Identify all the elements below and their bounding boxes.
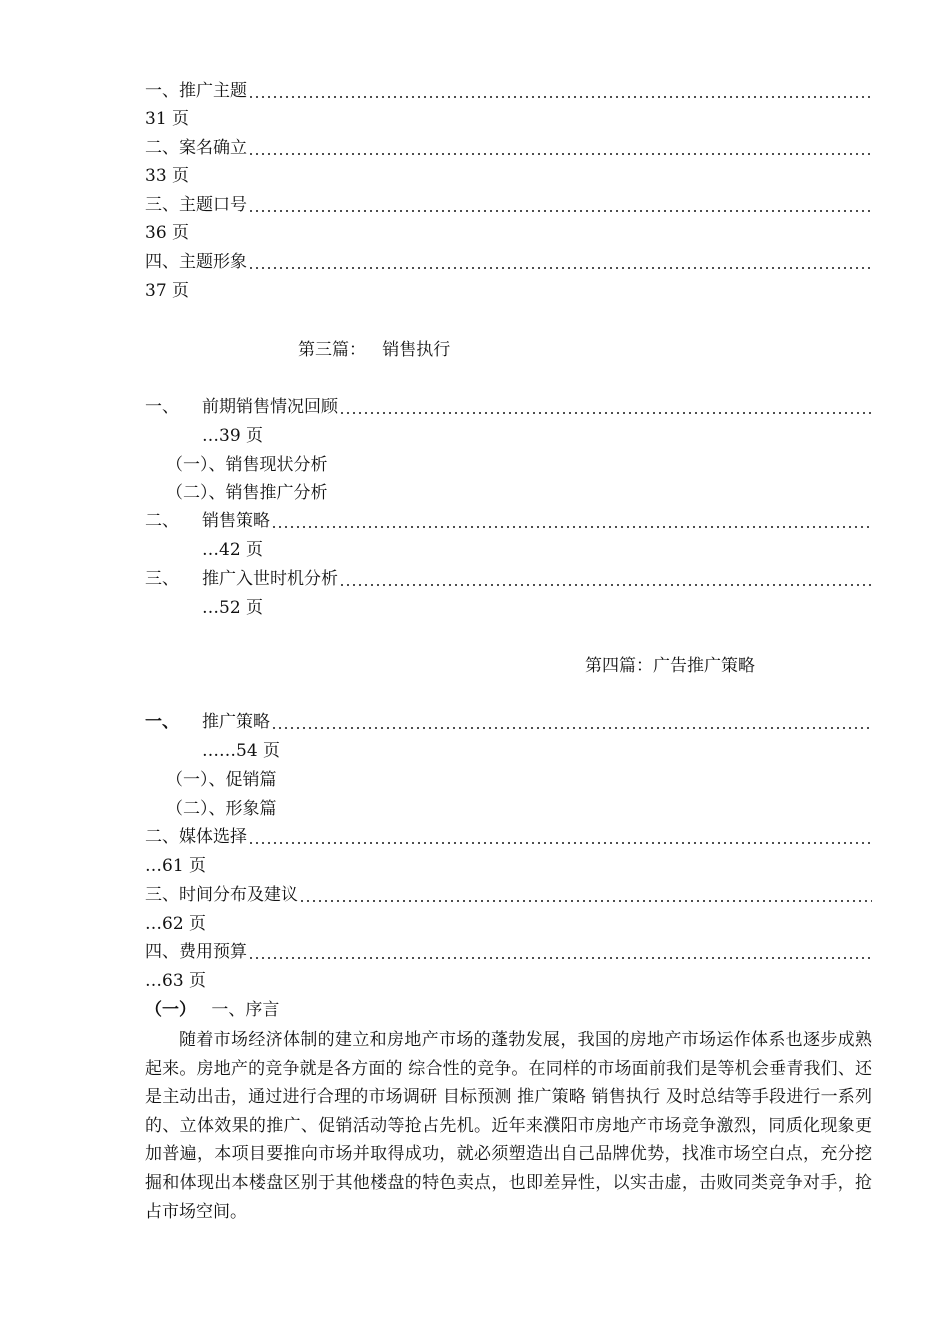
toc-leader: [248, 267, 872, 269]
toc-label: 三、主题口号: [145, 195, 247, 215]
toc-label: 二、媒体选择: [145, 827, 247, 847]
toc-entry[interactable]: [145, 942, 872, 962]
toc-page-number: …61 页: [145, 856, 207, 876]
toc-page-number: 37 页: [145, 281, 190, 301]
toc-subentry[interactable]: （二）、形象篇: [166, 799, 277, 819]
toc-entry[interactable]: [145, 712, 872, 732]
toc-page-number: 33 页: [145, 166, 190, 186]
toc-label: 前期销售情况回顾: [202, 397, 338, 417]
toc-page-number: 36 页: [145, 223, 190, 243]
toc-number: 三、: [145, 569, 179, 589]
toc-label: 四、主题形象: [145, 252, 247, 272]
toc-entry[interactable]: [145, 252, 872, 272]
toc-leader: [339, 412, 872, 414]
toc-page-number: …63 页: [145, 971, 207, 991]
toc-entry[interactable]: [145, 511, 872, 531]
toc-page-number: …42 页: [202, 540, 264, 560]
toc-entry[interactable]: [145, 81, 872, 101]
toc-entry[interactable]: [145, 138, 872, 158]
toc-label: 推广入世时机分析: [202, 569, 338, 589]
toc-subentry[interactable]: （一）、销售现状分析: [166, 455, 328, 475]
toc-leader: [248, 96, 872, 98]
toc-number: 二、: [145, 511, 179, 531]
toc-label: 销售策略: [202, 511, 270, 531]
toc-page-number: …52 页: [202, 598, 264, 618]
paragraph-text: 随着市场经济体制的建立和房地产市场的蓬勃发展，我国的房地产市场运作体系也逐步成熟起来。房地产的竞争就是各方面的 综合性的竞争。在同样的市场面前我们是等机会垂青我们、还是主动出击，通过进行合理的市场调研 目标预测 推广策略 销售执行 及时总结等手段进行一系列的、立体效果的推广、促销活动等抢占先机。近年来濮阳市房地产市场竞争激烈，同质化现象更加普遍，本项目要推向市场并取得成功，就必须塑造出自己品牌优势，找准市场空白点，充分挖掘和体现出本楼盘区别于其他楼盘的特色卖点，也即差异性，以实击虚，击败同类竞争对手，抢占市场空间。: [145, 1030, 872, 1222]
toc-leader: [271, 727, 872, 729]
toc-subentry[interactable]: （一）、促销篇: [166, 770, 277, 790]
intro-paragraph: [145, 1026, 872, 1226]
toc-page-number: …39 页: [202, 426, 264, 446]
toc-page-number: …62 页: [145, 914, 207, 934]
toc-leader: [299, 900, 872, 902]
toc-number: 一、: [145, 712, 179, 732]
toc-leader: [339, 584, 872, 586]
toc-label: 三、时间分布及建议: [145, 885, 298, 905]
toc-leader: [248, 153, 872, 155]
toc-page-number: 31 页: [145, 109, 190, 129]
toc-number: 一、: [145, 397, 179, 417]
toc-leader: [248, 210, 872, 212]
toc-leader: [248, 842, 872, 844]
toc-entry[interactable]: [145, 397, 872, 417]
toc-page-number: ……54 页: [202, 741, 281, 761]
toc-label: 四、费用预算: [145, 942, 247, 962]
section-heading: [145, 1000, 279, 1020]
part3-heading: 第三篇： 销售执行: [298, 340, 451, 360]
toc-leader: [248, 957, 872, 959]
toc-entry[interactable]: [145, 885, 872, 905]
section-heading-number: （一）: [145, 1000, 196, 1020]
toc-entry[interactable]: [145, 569, 872, 589]
toc-label: 一、推广主题: [145, 81, 247, 101]
toc-leader: [271, 526, 872, 528]
section-heading-text: 一、序言: [211, 1000, 280, 1020]
part4-heading: 第四篇：广告推广策略: [585, 656, 755, 676]
toc-entry[interactable]: [145, 195, 872, 215]
toc-subentry[interactable]: （二）、销售推广分析: [166, 483, 328, 503]
toc-label: 推广策略: [202, 712, 270, 732]
toc-label: 二、案名确立: [145, 138, 247, 158]
toc-entry[interactable]: [145, 827, 872, 847]
